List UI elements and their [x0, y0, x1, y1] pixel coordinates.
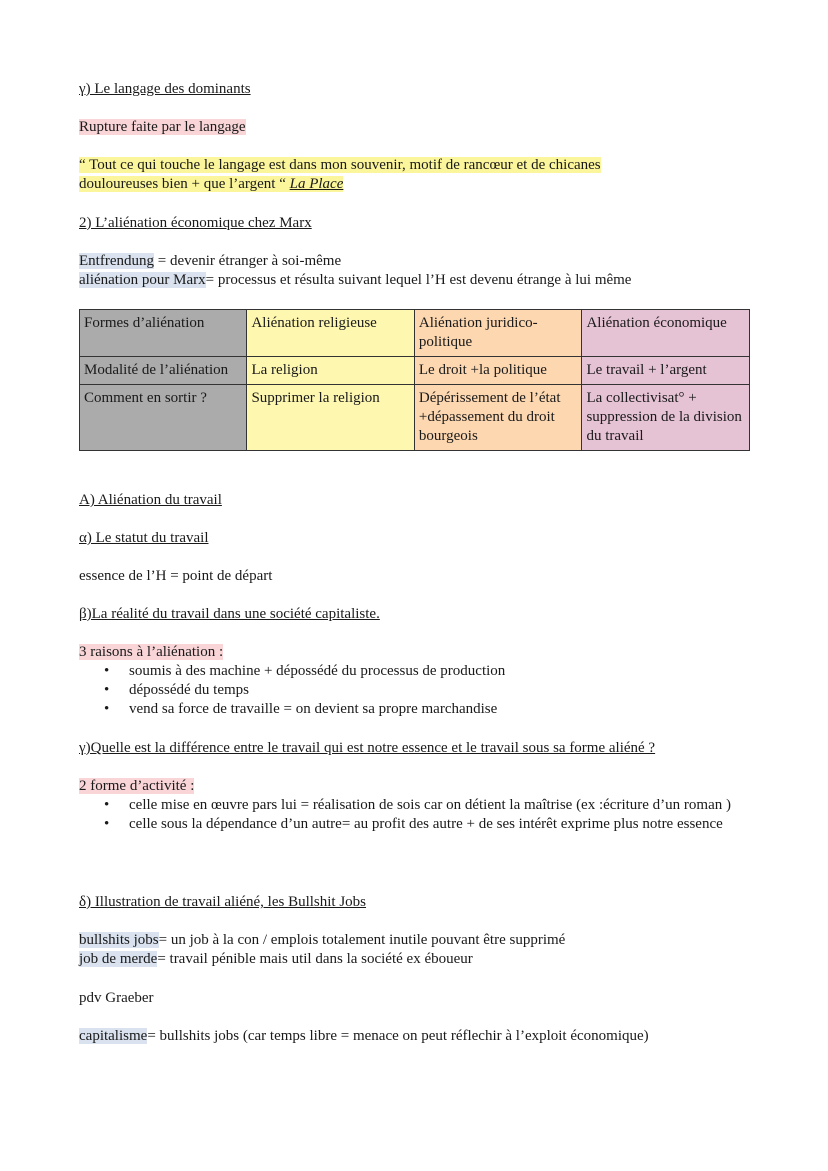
definition-alienation-marx — [79, 271, 631, 290]
list-item: • vend sa force de travaille = on devient sa propre marchandise — [79, 700, 505, 719]
def-bullshit-jobs: = un job à la con / emplois totalement inutile pouvant être supprimé — [158, 932, 566, 948]
definition-job-de-merde — [79, 950, 473, 969]
heading-alienation-economique: 2) L’aliénation économique chez Marx — [79, 215, 312, 231]
table-row — [80, 357, 750, 385]
list-item: • celle mise en œuvre pars lui = réalisation de sois car on détient la maîtrise (ex :écriture d’un roman ) — [79, 796, 751, 815]
quote-block — [79, 156, 601, 194]
formes-block — [79, 777, 751, 834]
list-item: • soumis à des machine + dépossédé du processus de production — [79, 662, 505, 681]
table-cell: La religion — [247, 357, 414, 385]
definition-entfrendung — [79, 252, 341, 271]
raisons-title: 3 raisons à l’aliénation : — [79, 644, 224, 660]
table-cell: Aliénation économique — [582, 310, 750, 357]
table-cell: Comment en sortir ? — [80, 385, 247, 451]
table-cell: Modalité de l’aliénation — [80, 357, 247, 385]
heading-realite-travail: β)La réalité du travail dans une société capitaliste. — [79, 606, 380, 622]
term-capitalisme: capitalisme — [79, 1028, 148, 1044]
alienation-table — [79, 309, 750, 451]
formes-title: 2 forme d’activité : — [79, 778, 195, 794]
rupture-line — [79, 118, 246, 137]
quote-line-2-text: douloureuses bien + que l’argent “ — [79, 176, 290, 192]
table-cell: Le travail + l’argent — [582, 357, 750, 385]
table-cell: Formes d’aliénation — [80, 310, 247, 357]
table-row — [80, 385, 750, 451]
pdv-graeber: pdv Graeber — [79, 990, 154, 1006]
table-cell: Aliénation juridico-politique — [414, 310, 582, 357]
def-entfrendung: = devenir étranger à soi-même — [153, 253, 342, 269]
raisons-list — [79, 662, 505, 719]
heading-bullshit-jobs: δ) Illustration de travail aliéné, les Bullshit Jobs — [79, 894, 367, 910]
heading-alienation-travail: A) Aliénation du travail — [79, 492, 222, 508]
heading-langage-dominants: γ) Le langage des dominants — [79, 81, 251, 97]
essence-line: essence de l’H = point de départ — [79, 568, 273, 584]
definition-capitalisme — [79, 1027, 649, 1046]
heading-statut-travail: α) Le statut du travail — [79, 530, 209, 546]
term-bullshit-jobs: bullshits jobs — [79, 932, 159, 948]
table-cell: Le droit +la politique — [414, 357, 582, 385]
table-row — [80, 310, 750, 357]
term-job-de-merde: job de merde — [79, 951, 158, 967]
definition-bullshit-jobs — [79, 931, 565, 950]
list-item: • dépossédé du temps — [79, 681, 505, 700]
def-alienation-marx: = processus et résulta suivant lequel l’H est devenu étrange à lui même — [205, 272, 632, 288]
raisons-block — [79, 643, 505, 719]
heading-difference-travail: γ)Quelle est la différence entre le travail qui est notre essence et le travail sous sa forme aliéné ? — [79, 740, 656, 756]
quote-reference: La Place — [289, 176, 344, 192]
table-cell: Dépérissement de l’état +dépassement du droit bourgeois — [414, 385, 582, 451]
def-capitalisme: = bullshits jobs (car temps libre = menace on peut réflechir à l’exploit économique) — [147, 1028, 649, 1044]
table-cell: La collectivisat° + suppression de la division du travail — [582, 385, 750, 451]
term-entfrendung: Entfrendung — [79, 253, 154, 269]
term-alienation-marx: aliénation pour Marx — [79, 272, 206, 288]
table-cell: Supprimer la religion — [247, 385, 414, 451]
quote-line-2 — [79, 176, 343, 192]
formes-list — [79, 796, 751, 834]
rupture-text: Rupture faite par le langage — [79, 119, 246, 135]
quote-line-1: “ Tout ce qui touche le langage est dans mon souvenir, motif de rancœur et de chicanes — [79, 157, 601, 173]
def-job-de-merde: = travail pénible mais util dans la société ex éboueur — [157, 951, 473, 967]
table-cell: Aliénation religieuse — [247, 310, 414, 357]
list-item: • celle sous la dépendance d’un autre= au profit des autre + de ses intérêt exprime plus notre essence — [79, 815, 751, 834]
